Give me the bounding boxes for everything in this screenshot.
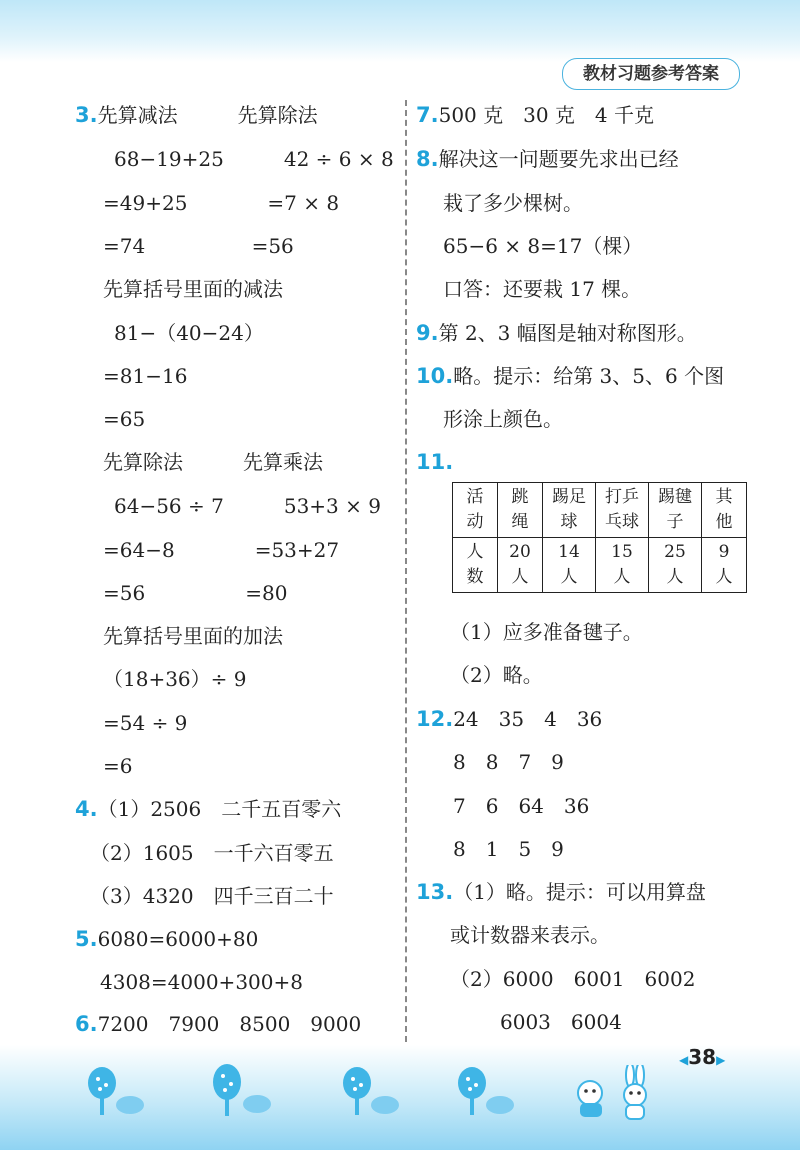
tree-bush-icon: [80, 1065, 150, 1120]
table-cell: 其 他: [702, 483, 747, 538]
answer-13-line-2: 或计数器来表示。: [450, 923, 610, 947]
table-cell: 踢毽 子: [649, 483, 702, 538]
question-number: 6.: [75, 1012, 98, 1036]
question-number: 7.: [416, 103, 439, 127]
answer-13-line-3: （2）6000 6001 6002: [450, 967, 696, 991]
answer-3-line-8: =65: [103, 407, 146, 431]
question-number: 12.: [416, 707, 454, 731]
answer-8-line-1: 8.解决这一问题要先求出已经: [416, 147, 679, 171]
table-cell: 跳 绳: [498, 483, 543, 538]
answer-3-line-4: =74 =56: [103, 234, 294, 258]
answer-3-line-15: =54 ÷ 9: [103, 711, 188, 735]
answer-3-line-2: 68−19+25 42 ÷ 6 × 8: [114, 147, 394, 171]
question-number: 10.: [416, 364, 454, 388]
top-banner: [0, 0, 800, 62]
tree-bush-icon: [335, 1065, 405, 1120]
answer-3-line-7: =81−16: [103, 364, 188, 388]
answer-3-line-11: =64−8 =53+27: [103, 538, 340, 562]
table-cell: 9 人: [702, 538, 747, 593]
answer-3-line-16: =6: [103, 754, 133, 778]
answer-4-line-2: （2）1605 一千六百零五: [90, 841, 334, 865]
answer-3-line-1: 3.先算减法 先算除法: [75, 103, 318, 127]
table-cell: 打乒 乓球: [596, 483, 649, 538]
animals-icon: [570, 1065, 660, 1125]
answer-3-line-6: 81−（40−24）: [114, 321, 264, 345]
table-row: [453, 538, 747, 593]
answer-10-line-1: 10.略。提示：给第 3、5、6 个图: [416, 364, 725, 388]
answer-3-line-13: 先算括号里面的加法: [103, 624, 283, 648]
answer-3-line-5: 先算括号里面的减法: [103, 277, 283, 301]
answer-7-line-1: 7.500 克 30 克 4 千克: [416, 103, 655, 127]
question-number: 11.: [416, 450, 454, 474]
answer-3-line-14: （18+36）÷ 9: [103, 667, 247, 691]
table-cell: 20 人: [498, 538, 543, 593]
answer-3-line-12: =56 =80: [103, 581, 288, 605]
column-divider: [405, 100, 407, 1042]
question-number: 4.: [75, 797, 98, 821]
table-cell: 14 人: [543, 538, 596, 593]
answer-3-line-9: 先算除法 先算乘法: [103, 450, 323, 474]
tree-bush-icon: [205, 1062, 275, 1120]
answer-12-line-4: 8 1 5 9: [453, 837, 564, 861]
table-cell: 活 动: [453, 483, 498, 538]
answer-12-line-3: 7 6 64 36: [453, 794, 590, 818]
triangle-right-icon: ▶: [716, 1053, 726, 1067]
question-number: 5.: [75, 927, 98, 951]
page-number: 38: [688, 1045, 717, 1069]
answer-11-label: [416, 449, 453, 475]
question-number: 8.: [416, 147, 439, 171]
answer-5-line-2: 4308=4000+300+8: [100, 970, 303, 994]
answer-8-line-3: 65−6 × 8=17（棵）: [443, 234, 643, 258]
answer-13-line-4: 6003 6004: [500, 1010, 622, 1034]
activity-table: [452, 482, 747, 593]
table-cell: 15 人: [596, 538, 649, 593]
answer-12-line-2: 8 8 7 9: [453, 750, 564, 774]
answer-4-line-3: （3）4320 四千三百二十: [90, 884, 334, 908]
answer-12-line-1: 12.24 35 4 36: [416, 707, 603, 731]
triangle-left-icon: ◀: [679, 1053, 689, 1067]
question-number: 9.: [416, 321, 439, 345]
table-cell: 人 数: [453, 538, 498, 593]
tree-bush-icon: [450, 1065, 520, 1120]
table-row: [453, 483, 747, 538]
answer-6-line-1: 6.7200 7900 8500 9000: [75, 1012, 362, 1036]
question-number: 3.: [75, 103, 98, 127]
answer-11-part-2: （2）略。: [450, 663, 543, 687]
answer-4-line-1: 4.（1）2506 二千五百零六: [75, 797, 342, 821]
table-cell: 25 人: [649, 538, 702, 593]
page-number-badge: [679, 1045, 725, 1069]
answer-11-part-1: （1）应多准备毽子。: [450, 620, 643, 644]
answer-5-line-1: 5.6080=6000+80: [75, 927, 259, 951]
question-number: 13.: [416, 880, 454, 904]
answer-13-line-1: 13.（1）略。提示：可以用算盘: [416, 880, 706, 904]
answer-10-line-2: 形涂上颜色。: [443, 407, 563, 431]
table-cell: 踢足 球: [543, 483, 596, 538]
answer-8-line-2: 栽了多少棵树。: [443, 191, 583, 215]
answer-9-line-1: 9.第 2、3 幅图是轴对称图形。: [416, 321, 697, 345]
answer-3-line-3: =49+25 =7 × 8: [103, 191, 340, 215]
answer-3-line-10: 64−56 ÷ 7 53+3 × 9: [114, 494, 381, 518]
header-title: 教材习题参考答案: [562, 58, 740, 90]
answer-8-line-4: 口答：还要栽 17 棵。: [443, 277, 642, 301]
